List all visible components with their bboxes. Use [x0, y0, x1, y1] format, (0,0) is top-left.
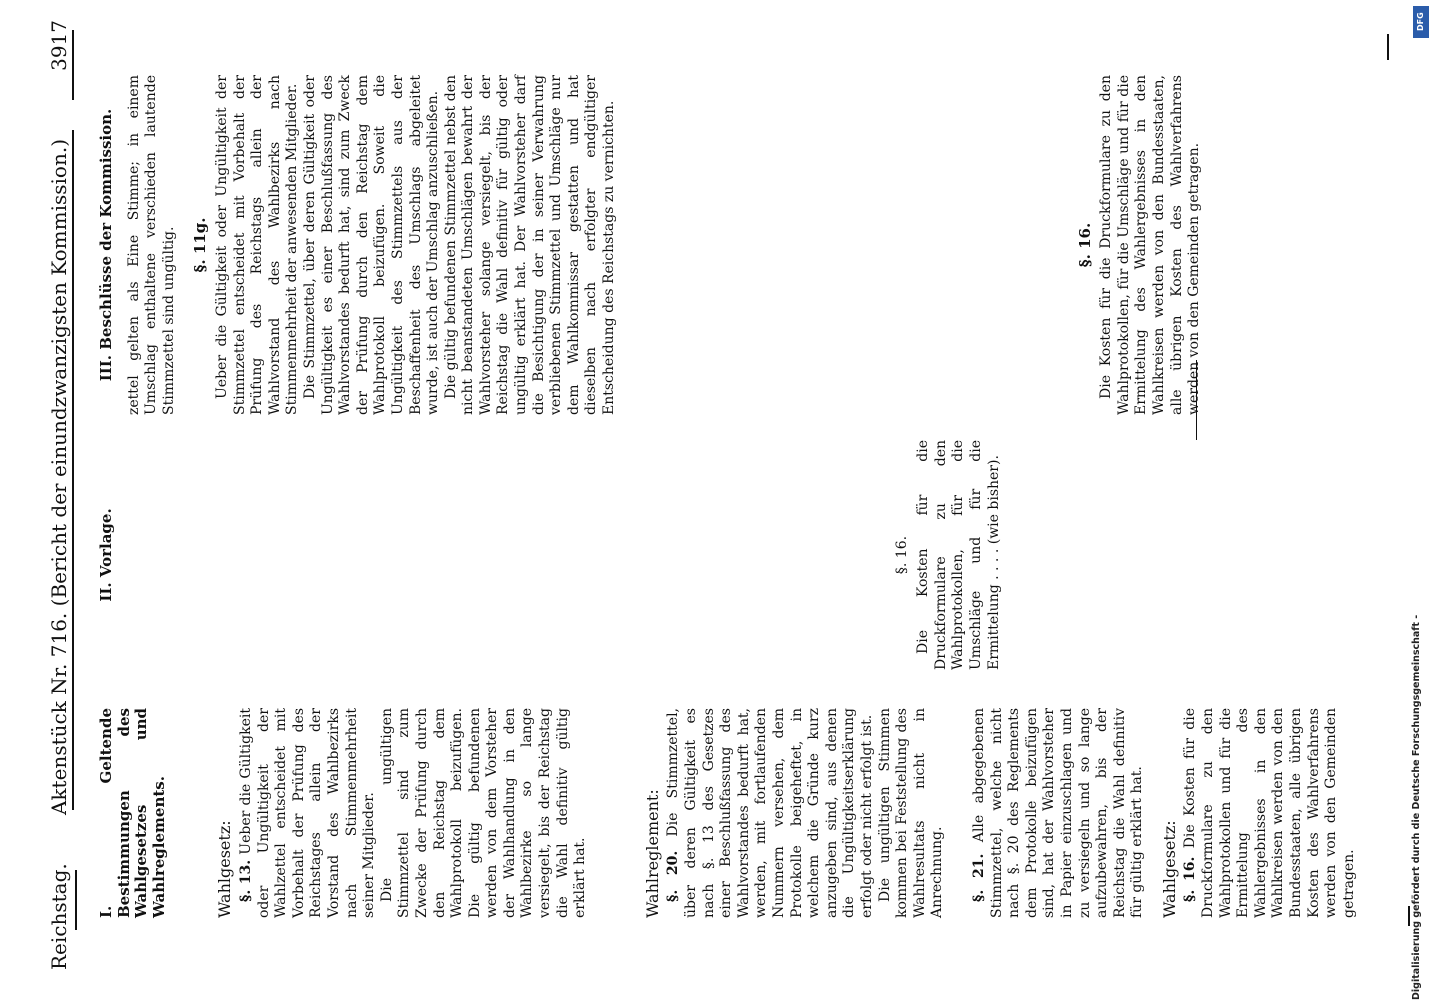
section-number: II.: [97, 582, 115, 602]
top-text: zettel gelten als Eine Stimme; in einem Umschlag enthaltene verschieden lautende Stimmzettel sind ungültig.: [125, 75, 177, 415]
header-rule: [72, 130, 74, 810]
paragraph-13-text2: Die ungültigen Stimmzettel sind zum Zwecke der Prüfung durch den Reichstag dem Wahlprotokoll beizufügen. Die gültig befundenen werden von dem Vorsteher der Wahlhandlung in den Wahlbezirke so lange versiegelt, bis der Reichstag die Wahl definitiv gültig erklärt hat.: [378, 708, 589, 918]
paragraph-11g-text2: Die Stimmzettel, über deren Gültigkeit oder Ungültigkeit es einer Beschlußfassung des Wahlvorstandes bedurft hat, sind zum Zweck der Prüfung durch den Reichstag dem Wahlprotokoll beizufügen. Soweit die Ungültigkeit des Stimmzettels aus der Beschaffenheit des Umschlags abgeleitet wurde, ist auch der Umschlag anzuschließen.: [301, 75, 442, 415]
section-heading: Vorlage.: [97, 508, 115, 578]
section-number: I.: [97, 905, 115, 918]
paragraph-13-text: Ueber die Gültigkeit oder Ungültigkeit der Wahlzettel entscheidet mit Vorbehalt der Prüfung des Reichstages allein der Vorstand des Wahlbezirks nach Stimmenmehrheit seiner Mitglieder.: [237, 708, 378, 918]
section-number: III.: [97, 354, 115, 382]
scan-edge-mark: [1387, 34, 1389, 60]
scan-edge-mark: [1408, 906, 1410, 926]
paragraph-16-label: §. 16.: [893, 535, 910, 575]
paragraph-20-text2: Die ungültigen Stimmen kommen bei Feststellung des Wahlresultats nicht in Anrechnung.: [876, 708, 946, 918]
paragraph-11g-label: §. 11g.: [191, 217, 210, 273]
label-wahlgesetz-2: Wahlgesetz:: [1159, 820, 1179, 918]
column-current-law: [98, 708, 1358, 918]
page-number: 3917: [47, 20, 71, 71]
paragraph-16-text: Die Kosten für die Druckformulare zu den Wahlprotokollen, für die Umschläge und für die Ermittelung . . . . (wie bisher).: [915, 440, 1002, 670]
paragraph-16-text: Die Kosten für die Druckformulare zu den Wahlprotokollen, für die Umschläge und für die Ermittelung des Wahlergebnisses in den Wahlkreisen werden von den Bundesstaaten, alle übrigen Kosten des Wahlverfahrens werden von den Gemeinden getragen.: [1098, 75, 1203, 415]
label-wahlgesetz: Wahlgesetz:: [215, 820, 235, 918]
column-proposal: [98, 440, 1003, 670]
paragraph-21-sign: §. 21.: [970, 853, 987, 902]
paragraph-16-sign: §. 16.: [1182, 856, 1199, 902]
header-rule-right: [72, 30, 74, 100]
section-heading: Geltende Bestimmungen des Wahlgesetzes und Wahlreglements.: [97, 708, 168, 918]
paragraph-16-label: §. 16.: [1075, 222, 1094, 268]
dfg-logo: DFG: [1413, 6, 1429, 38]
digitization-credit: Digitalisierung gefördert durch die Deutsche Forschungsgemeinschaft -: [1411, 614, 1422, 1000]
paragraph-20-text: Die Stimmzettel, über deren Gültigkeit es nach §. 13 des Gesetzes einer Beschlußfassung des Wahlvorstandes bedurft hat, werden, mit fortlaufenden Nummern versehen, dem Protokolle beigeheftet, in welchem die Gründe kurz anzugeben sind, aus denen die Ungültigkeitserklärung erfolgt oder nicht erfolgt ist.: [665, 708, 875, 918]
column-commission-decisions: [98, 75, 1204, 415]
paragraph-21-text: Alle abgegebenen Stimmzettel, welche nicht nach §. 20 des Reglements dem Protokolle beizufügen sind, hat der Wahlvorsteher in Papier einzuschlagen und zu versiegeln und so lange aufzubewahren, bis der Reichstag die Wahl definitiv für gültig erklärt hat.: [970, 708, 1146, 918]
paragraph-13-sign: §. 13.: [237, 859, 254, 902]
paragraph-11g-text3: Die gültig befundenen Stimmzettel nebst den nicht beanstandeten Umschlägen bewahrt der Wahlvorsteher solange versiegelt, bis der Reichstag die Wahl definitiv für gültig oder ungültig erklärt hat. Der Wahlvorsteher darf die Besichtigung der in seiner Verwahrung verbliebenen Stimmzettel und Umschläge nur dem Wahlkommissar gestatten und hat dieselben nach erfolgter endgültiger Entscheidung des Reichstags zu vernichten.: [442, 75, 618, 415]
label-wahlreglement: Wahlreglement:: [642, 789, 662, 918]
paragraph-16-text: Die Kosten für die Druckformulare zu den Wahlprotokollen und für die Ermittelung des Wahlergebnisses in den Wahlkreisen werden von den Bundesstaaten, alle übrigen Kosten des Wahlverfahrens werden von den Gemeinden getragen.: [1182, 708, 1357, 918]
paragraph-11g-text1: Ueber die Gültigkeit oder Ungültigkeit der Stimmzettel entscheidet mit Vorbehalt der Prüfung des Reichstags allein der Wahlvorstand des Wahlbezirks nach Stimmenmehrheit der anwesenden Mitglieder.: [213, 75, 301, 415]
header-left: Reichstag.: [47, 863, 71, 970]
paragraph-20-sign: §. 20.: [665, 850, 682, 902]
header-rule-left: [75, 870, 77, 930]
section-heading: Beschlüsse der Kommission.: [97, 108, 115, 350]
page-title: Aktenstück Nr. 716. (Bericht der einundzwanzigsten Kommission.): [47, 139, 71, 815]
